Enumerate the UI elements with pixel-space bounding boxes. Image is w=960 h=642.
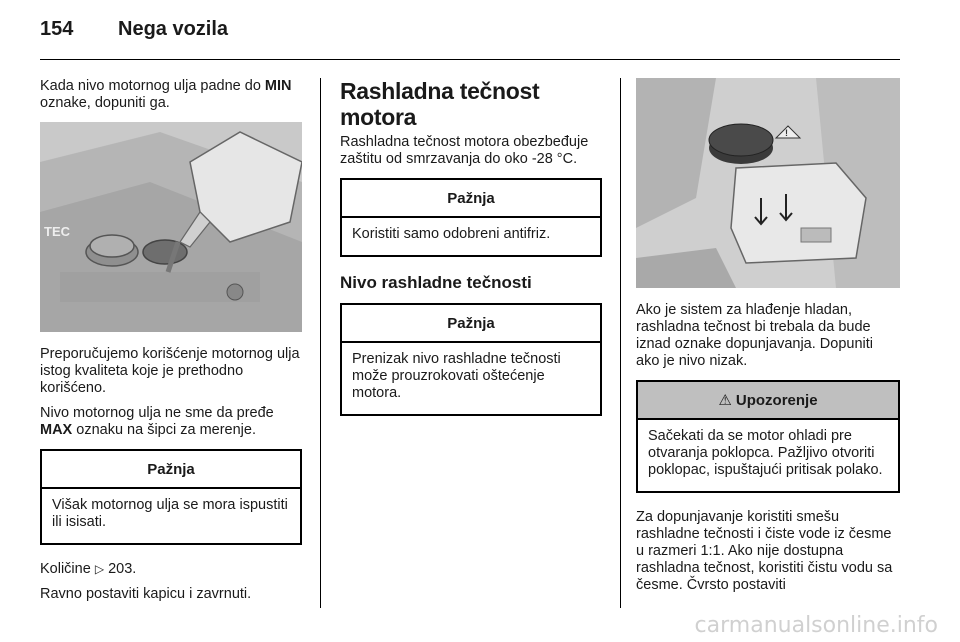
engine-oil-figure: [40, 122, 302, 332]
coolant-cold-text: Ako je sistem za hlađenje hladan, rashladna tečnost bi trebala da bude iznad oznake dopunjavanja. Dopuniti ako je nivo nizak.: [636, 302, 874, 369]
column-divider: [320, 78, 321, 608]
column-right: [636, 78, 900, 602]
coolant-reservoir-illustration: [636, 78, 900, 288]
warning-title: ⚠ Upozorenje: [638, 382, 898, 420]
warning-triangle-icon: ⚠: [718, 392, 732, 409]
coolant-warning: [636, 380, 900, 493]
engine-oil-fill-illustration: [40, 122, 302, 332]
section-title: Nega vozila: [118, 18, 229, 40]
watermark: carmanualsonline.info: [694, 613, 938, 638]
header-divider: [40, 59, 900, 60]
svg-text:TEC: TEC: [44, 224, 70, 239]
warning-body: Sačekati da se motor ohladi pre otvaranja poklopca. Pažljivo otvoriti poklopac, ispuštajući pritisak polako.: [648, 428, 883, 478]
column-divider: [620, 78, 621, 608]
coolant-notice-1: [340, 178, 602, 257]
svg-text:!: !: [785, 128, 788, 138]
notice-title: Pažnja: [42, 451, 300, 489]
oil-intro: Kada nivo motornog ulja padne do MIN oznake, dopuniti ga.: [40, 78, 292, 111]
column-middle: [340, 78, 602, 432]
coolant-reservoir-figure: [636, 78, 900, 288]
max-mark: MAX: [40, 422, 73, 438]
oil-recommend: Preporučujemo korišćenje motornog ulja istog kvaliteta koje je prethodno korišćeno.: [40, 346, 300, 396]
page-header: [40, 18, 228, 48]
notice-body: Koristiti samo odobreni antifriz.: [352, 226, 551, 242]
quantities-ref: Količine ▷ 203.: [40, 561, 137, 577]
coolant-notice-2: [340, 303, 602, 416]
page-ref-icon: ▷: [94, 562, 105, 576]
coolant-mix-text: Za dopunjavanje koristiti smešu rashladne tečnosti i čiste vode iz česme u razmeri 1:1. Ako nije dostupna rashladna tečnost, koristiti čistu vodu sa česme. Čvrsto postaviti: [636, 509, 893, 593]
oil-notice: [40, 449, 302, 545]
coolant-level-heading: Nivo rashladne tečnosti: [340, 273, 532, 292]
notice-title: Pažnja: [342, 180, 600, 218]
oil-level: Nivo motornog ulja ne sme da pređe MAX oznaku na šipci za merenje.: [40, 405, 274, 438]
cap-instruction: Ravno postaviti kapicu i zavrnuti.: [40, 586, 252, 602]
coolant-intro: Rashladna tečnost motora obezbeđuje zaštitu od smrzavanja do oko -28 °C.: [340, 134, 589, 167]
notice-body: Višak motornog ulja se mora ispustiti ili isisati.: [52, 497, 288, 530]
coolant-heading: Rashladna tečnost motora: [340, 78, 540, 130]
notice-title: Pažnja: [342, 305, 600, 343]
notice-body: Prenizak nivo rashladne tečnosti može prouzrokovati oštećenje motora.: [352, 351, 561, 401]
column-left: [40, 78, 302, 611]
min-mark: MIN: [264, 78, 292, 94]
page-number: 154: [40, 18, 74, 40]
